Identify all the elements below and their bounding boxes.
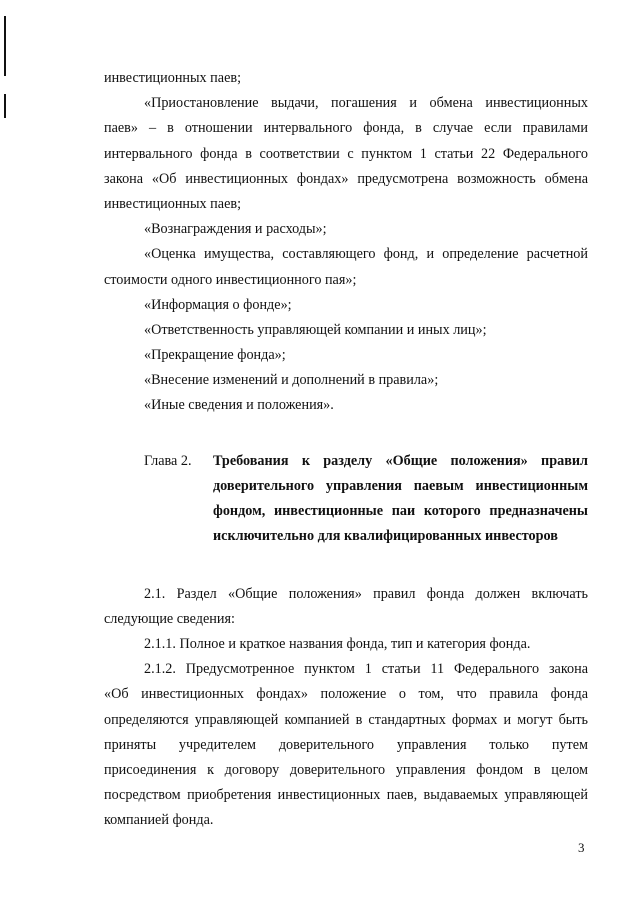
text-line: стоимости одного инвестиционного пая»; (104, 271, 357, 288)
chapter-title-line: фондом, инвестиционные паи которого предназначены (213, 503, 588, 519)
chapter-number: Глава 2. (144, 452, 192, 469)
text-line: «Об инвестиционных фондах» положение о том, что правила фонда (104, 686, 588, 703)
page-number: 3 (578, 840, 585, 855)
text-line: паев» – в отношении интервального фонда, в случае если правилами (104, 120, 588, 137)
document-page (104, 66, 588, 834)
text-line: компанией фонда. (104, 812, 214, 829)
text-line: посредством приобретения инвестиционных паев, выдаваемых управляющей (104, 787, 588, 804)
text-line: «Внесение изменений и дополнений в правила»; (144, 372, 439, 389)
margin-binding-mark (4, 16, 6, 76)
chapter-title-line: исключительно для квалифицированных инвесторов (213, 528, 558, 545)
text-line: интервального фонда в соответствии с пунктом 1 статьи 22 Федерального (104, 145, 588, 162)
text-line: «Иные сведения и положения». (144, 397, 334, 414)
text-line: «Информация о фонде»; (144, 296, 292, 313)
text-line: инвестиционных паев; (104, 195, 242, 212)
text-line: «Вознаграждения и расходы»; (144, 221, 327, 238)
chapter-title-line: Требования к разделу «Общие положения» правил (213, 452, 588, 469)
text-line: «Оценка имущества, составляющего фонд, и определение расчетной (144, 246, 588, 263)
chapter-heading (104, 449, 588, 549)
text-line: «Ответственность управляющей компании и иных лиц»; (144, 321, 487, 338)
text-line: закона «Об инвестиционных фондах» предусмотрена возможность обмена (104, 170, 588, 187)
text-line: 2.1.1. Полное и краткое названия фонда, тип и категория фонда. (144, 636, 531, 652)
text-line: «Приостановление выдачи, погашения и обмена инвестиционных (144, 95, 588, 112)
text-line: присоединения к договору доверительного управления фондом в целом (104, 761, 588, 778)
text-line: 2.1.2. Предусмотренное пунктом 1 статьи 11 Федерального закона (144, 661, 588, 678)
text-line: следующие сведения: (104, 610, 235, 627)
text-line: «Прекращение фонда»; (144, 347, 286, 364)
text-line: определяются управляющей компанией в стандартных формах и могут быть (104, 711, 588, 728)
text-line: инвестиционных паев; (104, 70, 242, 86)
text-line: 2.1. Раздел «Общие положения» правил фонда должен включать (144, 585, 588, 602)
chapter-title-line: доверительного управления паевым инвестиционным (213, 477, 588, 494)
margin-binding-mark (4, 94, 6, 118)
text-line: приняты учредителем доверительного управления только путем (104, 736, 588, 753)
chapter-title (213, 449, 588, 550)
